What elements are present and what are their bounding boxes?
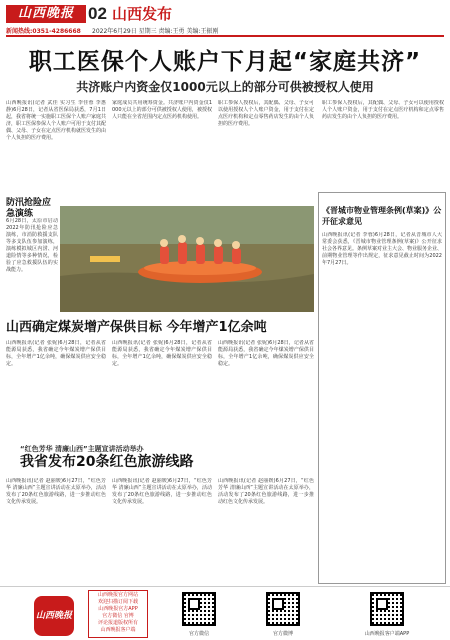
issue-info: 2022年6月29日 星期三 责编:王勇 美编:王振刚	[92, 28, 219, 35]
qr-code-weibo[interactable]	[266, 592, 300, 626]
qr-code-app[interactable]	[370, 592, 404, 626]
app-logo: 山西晚报	[34, 596, 74, 636]
promo-line-4: 官方微信 官博	[102, 613, 134, 619]
page-number: 02	[88, 4, 107, 23]
qr-label-weibo: 官方微博	[272, 631, 293, 637]
hotline: 新闻热线:0351-4286668	[6, 28, 81, 35]
page-header	[0, 0, 450, 40]
sidebar-body: 山西晚报讯(记者 李蓉)6月28日，记者从晋城市人大常委会获悉，《晋城市物业管理条例(草案)》公开征求社会各界意见。条例草案对业主大会、物业服务企业、前期物业管理等作出规定，征求意见截止时间为2022年7月27日。	[322, 232, 442, 266]
photo-illustration	[60, 206, 314, 312]
story3-body-col1: 山西晚报讯(记者 赵丽媛)6月27日，“红色芳华 清廉山西”主题宣讲活动在太原举办，活动发布了20条红色旅游线路，进一步推动红色文化传承发展。	[6, 478, 106, 505]
photo-story-title: 防汛抢险应急演练	[6, 198, 52, 219]
promo-line-5: 评论报道版权所有	[97, 620, 138, 626]
header-divider	[6, 35, 444, 37]
story3-body-col2: 山西晚报讯(记者 赵丽媛)6月27日，“红色芳华 清廉山西”主题宣讲活动在太原举办，活动发布了20条红色旅游线路，进一步推动红色文化传承发展。	[112, 478, 212, 505]
lead-headline: 职工医保个人账户下月起“家庭共济”	[28, 49, 422, 75]
promo-line-1: 山西晚报官方网站	[97, 592, 138, 598]
qr-label-wechat: 官方微信	[188, 631, 209, 637]
promo-line-6: 山西晚报客户端	[100, 627, 136, 633]
rescue-drill-photo	[60, 206, 314, 312]
qr-code-wechat[interactable]	[182, 592, 216, 626]
story2-body-col2: 山西晚报讯(记者 张妮)6月28日，记者从省能源局获悉，我省确定今年煤炭增产保供目标，全年增产1亿余吨，确保煤炭供应安全稳定。	[112, 340, 212, 367]
story3-body-col3: 山西晚报讯(记者 赵丽媛)6月27日，“红色芳华 清廉山西”主题宣讲活动在太原举办，活动发布了20条红色旅游线路，进一步推动红色文化传承发展。	[218, 478, 314, 505]
lead-body-col1: 山西晚报讯(记者 武佳 实习生 李佳蓉 李惠静)6月28日，记者从省医保局获悉，7月1日起，我省将统一实施职工医保个人账户家庭共济，职工医保参保人个人账户可用于支付其配偶、父母、子女在定点医疗机构就医发生的由个人负担的医疗费用。	[6, 100, 106, 141]
sidebar-headline: 《晋城市物业管理条例(草案)》公开征求意见	[322, 206, 442, 226]
section-name: 山西发布	[112, 5, 173, 23]
story3-headline: 我省发布20条红色旅游线路	[20, 454, 194, 470]
lead-subheadline: 共济账户内资金仅1000元以上的部分可供被授权人使用	[76, 80, 374, 94]
lead-body-col4: 职工参保人授权后，其配偶、父母、子女可以使用授权人个人账户资金，用于支付在定点医疗机构和定点零售药店发生的由个人负担的医疗费用。	[322, 100, 444, 120]
masthead-logo: 山西晚报	[6, 5, 86, 23]
story2-body-col3: 山西晚报讯(记者 张妮)6月28日，记者从省能源局获悉，我省确定今年煤炭增产保供目标，全年增产1亿余吨，确保煤炭供应安全稳定。	[218, 340, 314, 367]
lead-body-col3: 职工参保人授权后，其配偶、父母、子女可以使用授权人个人账户资金，用于支付在定点医疗机构和定点零售药店发生的由个人负担的医疗费用。	[218, 100, 314, 127]
photo-caption: 6月28日，太原市启动2022年防汛抢险应急演练，市消防救援支队等多支队伍参加演练，演练模拟城区内涝、河道险情等多种情况，检验了应急救援队伍的实战能力。	[6, 218, 58, 273]
promo-line-2: 欢迎扫描订阅下载	[97, 599, 138, 605]
promo-line-3: 山西晚报官方APP	[98, 606, 138, 612]
story3-kicker: “红色芳华 清廉山西”主题宣讲活动举办	[20, 445, 144, 453]
story2-headline: 山西确定煤炭增产保供目标 今年增产1亿余吨	[6, 320, 267, 335]
lead-body-col2: 家庭成员共用统筹资金。共济账户内资金仅1000元以上的部分可供被授权人使用，被授权人只能在全省范围内定点医药机构使用。	[112, 100, 212, 120]
story2-body-col1: 山西晚报讯(记者 张妮)6月28日，记者从省能源局获悉，我省确定今年煤炭增产保供目标，全年增产1亿余吨，确保煤炭供应安全稳定。	[6, 340, 106, 367]
qr-label-app: 山西晚报客户端APP	[364, 631, 410, 637]
